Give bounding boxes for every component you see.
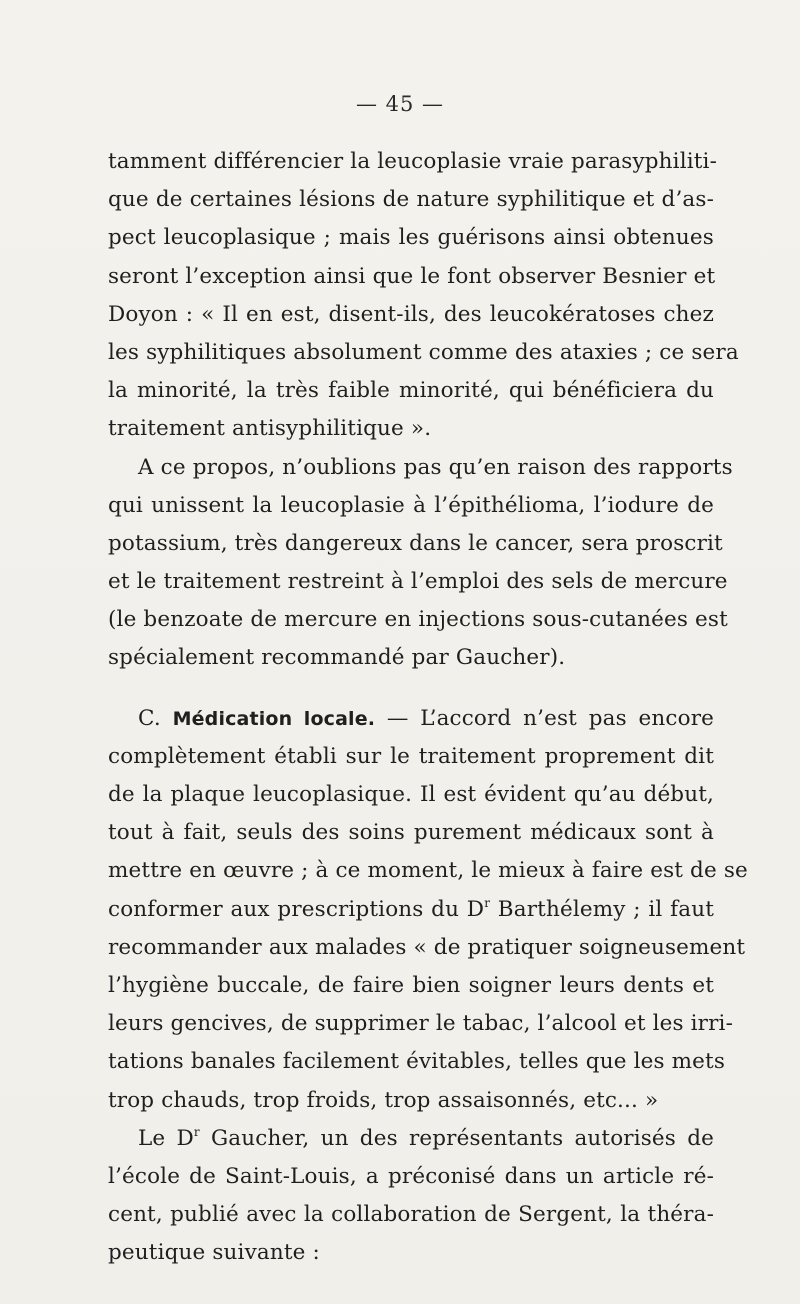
text-line: potassium, très dangereux dans le cancer, sera proscrit xyxy=(108,530,723,556)
text-line: mettre en œuvre ; à ce moment, le mieux à faire est de se xyxy=(108,858,748,884)
section-heading: Médication locale. xyxy=(172,707,376,730)
section-label: C. xyxy=(138,705,161,731)
text-line xyxy=(108,891,714,929)
text-line: la minorité, la très faible minorité, qui bénéficiera du xyxy=(108,378,714,404)
text-line: les syphilitiques absolument comme des ataxies ; ce sera xyxy=(108,339,739,365)
text-line: recommander aux malades « de pratiquer soigneusement xyxy=(108,934,746,960)
text-line: pect leucoplasique ; mais les guérisons ainsi obtenues xyxy=(108,225,714,251)
text-line: Doyon : « Il en est, disent-ils, des leucokératoses chez xyxy=(108,301,714,327)
text-line: traitement antisyphilitique ». xyxy=(108,416,432,442)
text-fragment: — L’accord n’est pas encore xyxy=(386,705,714,731)
text-line: de la plaque leucoplasique. Il est évident qu’au début, xyxy=(108,782,714,807)
text-line xyxy=(108,1120,714,1158)
text-line: cent, publié avec la collaboration de Sergent, la théra- xyxy=(108,1202,714,1228)
text-line: tamment différencier la leucoplasie vraie parasyphiliti- xyxy=(108,149,717,174)
text-fragment: conformer aux prescriptions du D xyxy=(108,896,485,922)
text-line: spécialement recommandé par Gaucher). xyxy=(108,645,566,671)
text-line: (le benzoate de mercure en injections sous-cutanées est xyxy=(108,607,728,633)
text-line: tout à fait, seuls des soins purement médicaux sont à xyxy=(108,820,714,846)
text-line: qui unissent la leucoplasie à l’épithélioma, l’iodure de xyxy=(108,492,714,518)
text-line: trop chauds, trop froids, trop assaisonnés, etc... » xyxy=(108,1087,659,1113)
text-line: A ce propos, n’oublions pas qu’en raison des rapports xyxy=(138,454,733,480)
text-line: leurs gencives, de supprimer le tabac, l’alcool et les irri- xyxy=(108,1011,733,1037)
superscript: r xyxy=(193,1124,200,1139)
superscript: r xyxy=(484,895,491,910)
text-line: tations banales facilement évitables, telles que les mets xyxy=(108,1049,726,1075)
text-fragment: Barthélemy ; il faut xyxy=(490,896,714,922)
text-line: l’hygiène buccale, de faire bien soigner leurs dents et xyxy=(108,972,714,998)
text-line: complètement établi sur le traitement proprement dit xyxy=(108,743,714,769)
text-fragment: Gaucher, un des représentants autorisés de xyxy=(199,1125,714,1151)
text-line: et le traitement restreint à l’emploi des sels de mercure xyxy=(108,569,728,595)
text-line: peutique suivante : xyxy=(108,1240,320,1266)
text-line: que de certaines lésions de nature syphilitique et d’as- xyxy=(108,187,714,213)
section-gap xyxy=(108,678,714,700)
text-line: seront l’exception ainsi que le font observer Besnier et xyxy=(108,263,716,289)
body-text xyxy=(108,143,748,1272)
page-number: — 45 — xyxy=(355,92,445,116)
text-line: l’école de Saint-Louis, a préconisé dans un article ré- xyxy=(108,1163,714,1189)
section-heading-line xyxy=(108,700,714,738)
text-fragment: Le D xyxy=(138,1125,194,1151)
